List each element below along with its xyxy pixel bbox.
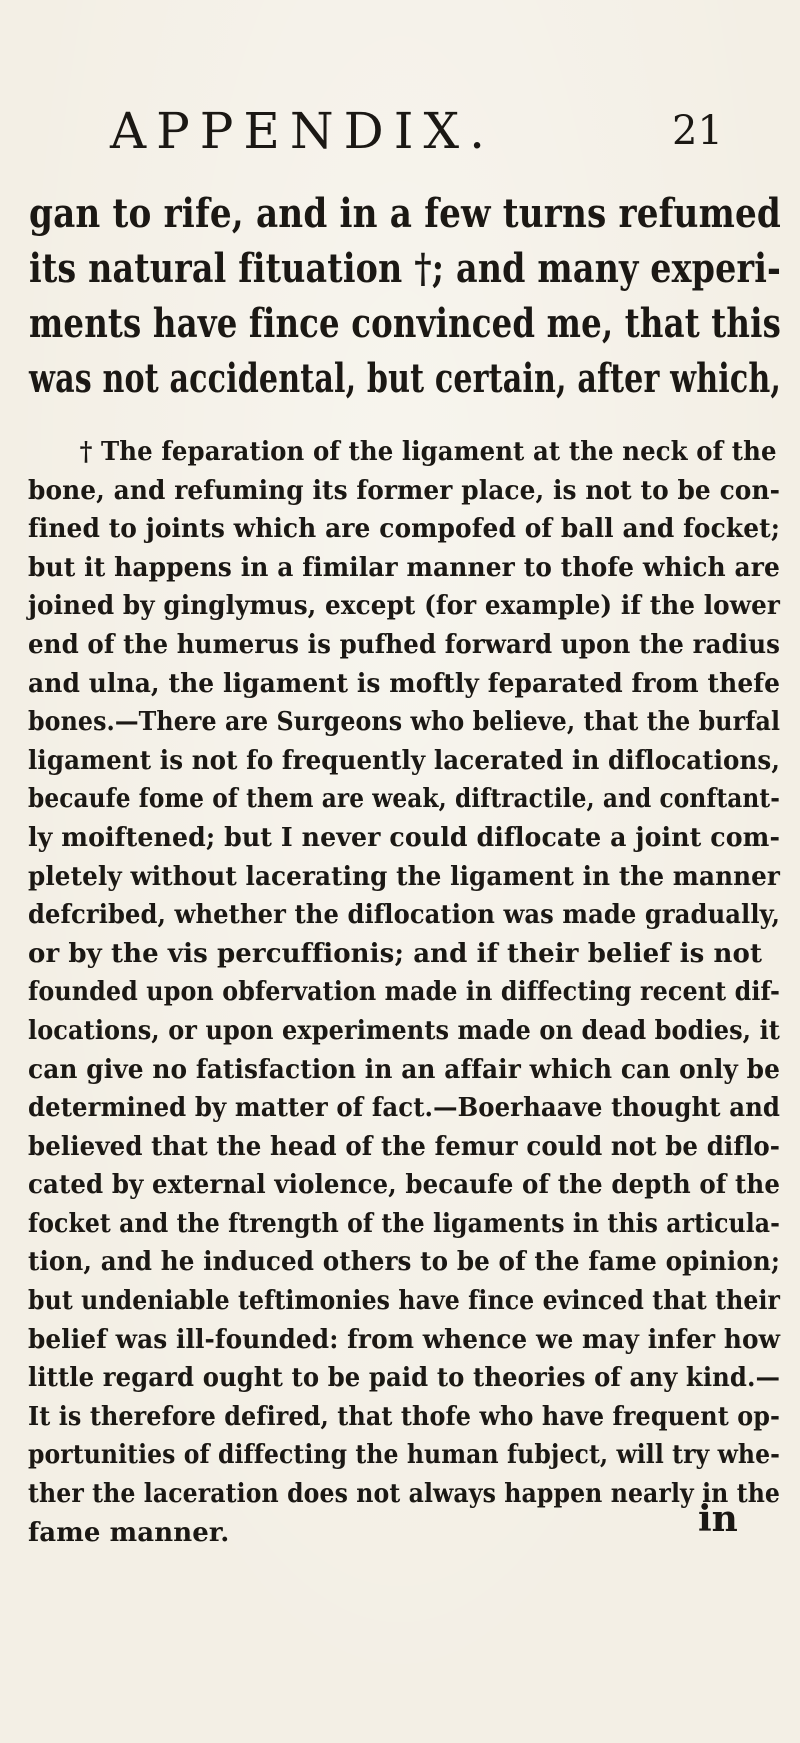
body-line: ments have fince convinced me, that this — [29, 300, 781, 347]
footnote-line: pletely without lacerating the ligament in the manner — [28, 861, 781, 892]
footnote-line: end of the humerus is pufhed forward upon the radius — [28, 629, 780, 660]
body-line: gan to rife, and in a few turns refumed — [29, 190, 782, 237]
footnote — [28, 433, 780, 1552]
footnote-line: but undeniable teftimonies have fince evinced that their — [28, 1286, 781, 1317]
footnote-line: little regard ought to be paid to theories of any kind.— — [28, 1363, 780, 1394]
footnote-line: ligament is not fo frequently lacerated in diflocations, — [28, 745, 780, 776]
footnote-line: can give no fatisfaction in an affair which can only be — [28, 1054, 781, 1085]
footnote-line: founded upon obfervation made in diffecting recent dif- — [28, 977, 781, 1008]
catchword: in — [698, 1498, 738, 1540]
footnote-line: fame manner. — [28, 1517, 230, 1548]
body-line: its natural fituation †; and many experi- — [29, 245, 782, 292]
footnote-line: believed that the head of the femur could not be diflo- — [28, 1131, 781, 1162]
footnote-line: focket and the ftrength of the ligaments in this articula- — [28, 1208, 780, 1239]
running-head — [110, 102, 723, 162]
page-number: 21 — [672, 108, 723, 154]
footnote-line: cated by external violence, becaufe of the depth of the — [28, 1170, 780, 1201]
footnote-line: † The feparation of the ligament at the neck of the — [79, 437, 777, 467]
footnote-line: joined by ginglymus, except (for example) if the lower — [28, 591, 780, 622]
footnote-line: It is therefore defired, that thofe who have frequent op- — [28, 1401, 781, 1432]
footnote-line: tion, and he induced others to be of the fame opinion; — [28, 1247, 781, 1278]
footnote-line: locations, or upon experiments made on dead bodies, it — [28, 1015, 780, 1046]
footnote-line: becaufe fome of them are weak, diftractile, and conftant- — [28, 784, 780, 815]
footnote-line: belief was ill-founded: from whence we may infer how — [28, 1324, 780, 1355]
footnote-line: and ulna, the ligament is moftly feparated from thefe — [28, 668, 781, 699]
footnote-line: bones.—There are Surgeons who believe, that the burfal — [28, 707, 781, 738]
footnote-line: but it happens in a fimilar manner to thofe which are — [28, 552, 780, 583]
body-line: was not accidental, but certain, after which, — [29, 355, 782, 402]
footnote-line: ther the laceration does not always happen nearly in the — [28, 1479, 781, 1510]
footnote-line: defcribed, whether the diflocation was made gradually, — [28, 900, 780, 931]
footnote-line: or by the vis percuffionis; and if their belief is not — [28, 938, 763, 969]
footnote-line: ly moiftened; but I never could diflocate a joint com- — [28, 822, 781, 853]
footnote-line: bone, and refuming its former place, is not to be con- — [28, 475, 781, 506]
footnote-line: portunities of diffecting the human fubject, will try whe- — [28, 1440, 780, 1471]
body-text — [29, 186, 781, 406]
running-title: APPENDIX. — [110, 102, 495, 160]
footnote-line: determined by matter of fact.—Boerhaave thought and — [28, 1093, 781, 1124]
footnote-line: fined to joints which are compofed of ball and focket; — [28, 514, 780, 545]
